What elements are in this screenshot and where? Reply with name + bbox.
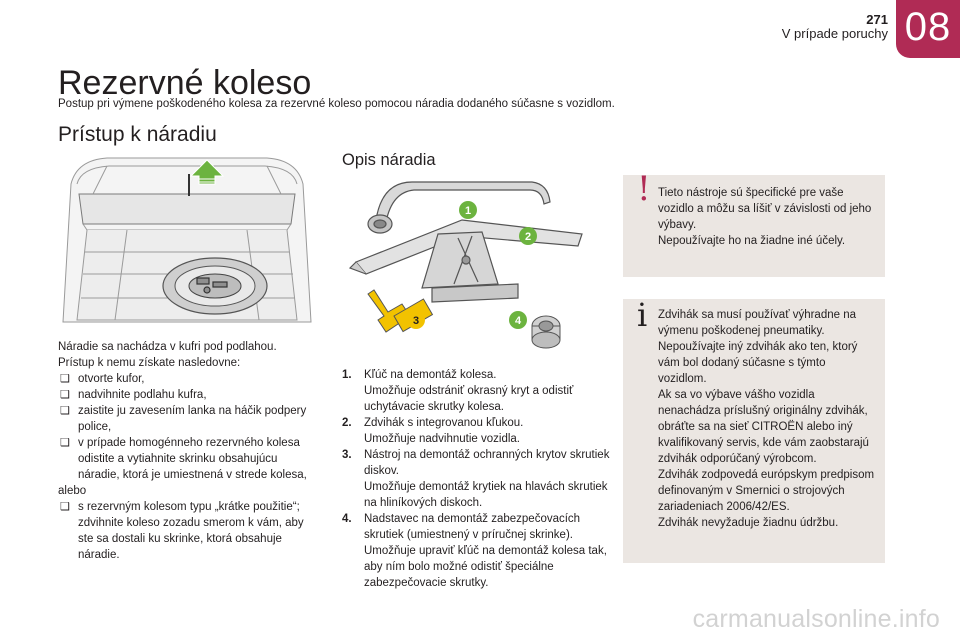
trunk-access-text	[58, 339, 320, 563]
info-line: Zdvihák nevyžaduje žiadnu údržbu.	[658, 517, 839, 529]
alternative-label: alebo	[58, 485, 87, 497]
list-item-text: v prípade homogénneho rezervného kolesa odistite a vytiahnite skrinku obsahujúcu náradie, ktorá je umiestnená v strede kolesa,	[78, 437, 307, 481]
callout-2-label: 2	[524, 231, 532, 243]
tool-name: Zdvihák s integrovanou kľukou.	[364, 417, 524, 429]
tool-description: Umožňuje upraviť kľúč na demontáž kolesa tak, aby ním bolo možné odistiť špeciálne zabezpečovacie skrutky.	[364, 545, 607, 589]
list-item	[342, 367, 610, 415]
trunk-steps-list-alt	[58, 499, 320, 563]
callout-3-label: 3	[412, 315, 420, 327]
warning-line: Tieto nástroje sú špecifické pre vaše vozidlo a môžu sa líšiť v závislosti od jeho výbavy.	[658, 187, 872, 231]
chapter-name: V prípade poruchy	[781, 26, 888, 41]
checkbox-bullet-icon: ❑	[60, 389, 70, 401]
page-intro: Postup pri výmene poškodeného kolesa za rezervné koleso pomocou náradia dodaného súčasne s vozidlom.	[58, 98, 615, 110]
chapter-number: 08	[904, 4, 952, 49]
tool-number: 3.	[342, 449, 352, 461]
page-title: Rezervné koleso	[58, 64, 312, 102]
info-line: Zdvihák sa musí používať výhradne na výmenu poškodenej pneumatiky.	[658, 309, 856, 337]
tool-description: Umožňuje nadvihnutie vozidla.	[364, 433, 520, 445]
callout-1	[459, 201, 477, 219]
callout-3	[407, 311, 425, 329]
info-icon: i	[637, 296, 648, 334]
subsection-title: Opis náradia	[342, 151, 436, 169]
list-item-text: zaistite ju zavesením lanka na háčik podpery police,	[78, 405, 307, 433]
tool-description: Umožňuje demontáž krytiek na hlavách skrutiek na hliníkových diskoch.	[364, 481, 608, 509]
tool-name: Kľúč na demontáž kolesa.	[364, 369, 497, 381]
trunk-intro-line: Prístup k nemu získate nasledovne:	[58, 357, 241, 369]
list-item	[58, 403, 320, 435]
list-item-text: s rezervným kolesom typu „krátke použitie“; zdvihnite koleso zozadu smerom k vám, aby ste sa dostali ku skrinke, ktorá obsahuje náradie.	[78, 501, 304, 561]
chapter-tab	[896, 0, 960, 58]
list-item	[58, 435, 320, 483]
info-notice	[623, 296, 885, 563]
warning-notice	[623, 169, 885, 277]
info-line: Ak sa vo výbave vášho vozidla nenachádza príslušný originálny zdvihák, obráťte sa na sieť CITROËN alebo iný kvalifikovaný servis, kde vám zaobstarajú zdvihák odporúčaný výrobcom.	[658, 389, 869, 465]
tool-description: Umožňuje odstrániť okrasný kryt a odistiť uchytávacie skrutky kolesa.	[364, 385, 574, 413]
list-item	[58, 371, 320, 387]
list-item-text: nadvihnite podlahu kufra,	[78, 389, 207, 401]
page-number: 271	[866, 12, 888, 27]
trunk-steps-list	[58, 371, 320, 483]
checkbox-bullet-icon: ❑	[60, 501, 70, 513]
callout-1-label: 1	[464, 205, 472, 217]
info-line: Nepoužívajte iný zdvihák ako ten, ktorý vám bol dodaný súčasne s týmto vozidlom.	[658, 341, 858, 385]
info-line: Zdvihák zodpovedá európskym predpisom definovaným v Smernici o strojových zariadeniach 2006/42/ES.	[658, 469, 875, 513]
tools-illustration	[342, 176, 598, 356]
callout-4-label: 4	[514, 315, 522, 327]
list-item	[342, 415, 610, 447]
tools-list	[342, 367, 610, 591]
list-item	[58, 499, 320, 563]
trunk-intro-line: Náradie sa nachádza v kufri pod podlahou.	[58, 341, 277, 353]
tool-number: 4.	[342, 513, 352, 525]
tool-name: Nástroj na demontáž ochranných krytov skrutiek diskov.	[364, 449, 610, 477]
checkbox-bullet-icon: ❑	[60, 405, 70, 417]
tool-number: 2.	[342, 417, 352, 429]
list-item	[58, 387, 320, 403]
tool-name: Nadstavec na demontáž zabezpečovacích skrutiek (umiestnený v príručnej skrinke).	[364, 513, 581, 541]
exclamation-icon: !	[637, 169, 651, 209]
callout-4	[509, 311, 527, 329]
section-title: Prístup k náradiu	[58, 123, 217, 146]
checkbox-bullet-icon: ❑	[60, 373, 70, 385]
callout-2	[519, 227, 537, 245]
warning-line: Nepoužívajte ho na žiadne iné účely.	[658, 235, 846, 247]
trunk-illustration	[57, 154, 317, 328]
watermark: carmanualsonline.info	[692, 605, 940, 633]
checkbox-bullet-icon: ❑	[60, 437, 70, 449]
list-item	[342, 511, 610, 591]
list-item-text: otvorte kufor,	[78, 373, 145, 385]
list-item	[342, 447, 610, 511]
tool-number: 1.	[342, 369, 352, 381]
